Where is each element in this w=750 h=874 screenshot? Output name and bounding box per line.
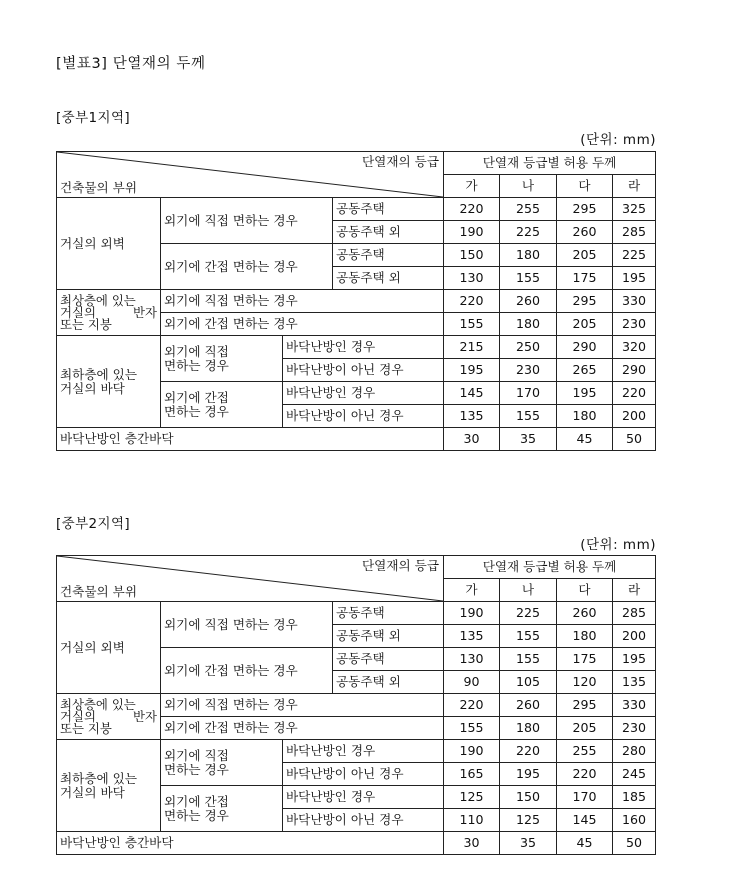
value-cell: 325 bbox=[613, 198, 656, 221]
value-cell: 30 bbox=[444, 428, 500, 451]
grade-header: 다 bbox=[557, 579, 613, 602]
roof-label-line2a: 거실의 bbox=[60, 709, 96, 724]
value-cell: 220 bbox=[444, 290, 500, 313]
indirect-label: 외기에 간접 면하는 경우 bbox=[161, 648, 333, 694]
table-row bbox=[57, 428, 656, 451]
table-row bbox=[57, 198, 656, 221]
value-cell: 155 bbox=[500, 405, 557, 428]
heated-label: 바닥난방인 경우 bbox=[283, 786, 444, 809]
value-cell: 180 bbox=[557, 405, 613, 428]
value-cell: 205 bbox=[557, 717, 613, 740]
value-cell: 155 bbox=[500, 625, 557, 648]
value-cell: 225 bbox=[500, 221, 557, 244]
value-cell: 220 bbox=[500, 740, 557, 763]
apt-label: 공동주택 bbox=[333, 198, 444, 221]
value-cell: 260 bbox=[557, 221, 613, 244]
value-cell: 290 bbox=[557, 336, 613, 359]
value-cell: 90 bbox=[444, 671, 500, 694]
floor-direct-label bbox=[161, 336, 283, 382]
value-cell: 195 bbox=[557, 382, 613, 405]
indirect-label: 외기에 간접 면하는 경우 bbox=[161, 717, 444, 740]
thickness-table bbox=[56, 555, 656, 855]
interfloor-label: 바닥난방인 층간바닥 bbox=[57, 832, 444, 855]
indirect-label: 외기에 간접 면하는 경우 bbox=[161, 244, 333, 290]
floor-indirect-label bbox=[161, 382, 283, 428]
value-cell: 155 bbox=[444, 313, 500, 336]
value-cell: 125 bbox=[444, 786, 500, 809]
unit-label: (단위: mm) bbox=[580, 132, 656, 148]
heated-label: 바닥난방인 경우 bbox=[283, 382, 444, 405]
value-cell: 230 bbox=[613, 717, 656, 740]
value-cell: 175 bbox=[557, 267, 613, 290]
roof-label-line3: 또는 지붕 bbox=[60, 317, 112, 332]
allowed-thickness-header: 단열재 등급별 허용 두께 bbox=[444, 152, 656, 175]
grade-header: 가 bbox=[444, 175, 500, 198]
value-cell: 285 bbox=[613, 221, 656, 244]
apt-label: 공동주택 bbox=[333, 648, 444, 671]
value-cell: 125 bbox=[500, 809, 557, 832]
value-cell: 195 bbox=[613, 648, 656, 671]
value-cell: 130 bbox=[444, 267, 500, 290]
part-label: 건축물의 부위 bbox=[60, 584, 137, 599]
table-row bbox=[57, 290, 656, 313]
table-row bbox=[57, 602, 656, 625]
value-cell: 255 bbox=[557, 740, 613, 763]
value-cell: 195 bbox=[613, 267, 656, 290]
value-cell: 135 bbox=[613, 671, 656, 694]
table-row bbox=[57, 694, 656, 717]
non-apt-label: 공동주택 외 bbox=[333, 221, 444, 244]
region-label: [중부1지역] bbox=[56, 110, 131, 126]
table-row bbox=[57, 336, 656, 359]
value-cell: 180 bbox=[500, 313, 557, 336]
floor-direct-line1: 외기에 직접 bbox=[164, 747, 229, 763]
value-cell: 285 bbox=[613, 602, 656, 625]
grade-header: 나 bbox=[500, 175, 557, 198]
value-cell: 180 bbox=[500, 717, 557, 740]
table-row bbox=[57, 740, 656, 763]
non-apt-label: 공동주택 외 bbox=[333, 671, 444, 694]
value-cell: 180 bbox=[557, 625, 613, 648]
value-cell: 195 bbox=[500, 763, 557, 786]
value-cell: 165 bbox=[444, 763, 500, 786]
value-cell: 295 bbox=[557, 198, 613, 221]
value-cell: 175 bbox=[557, 648, 613, 671]
grade-label: 단열재의 등급 bbox=[362, 558, 439, 573]
grade-label: 단열재의 등급 bbox=[362, 154, 439, 169]
value-cell: 35 bbox=[500, 832, 557, 855]
diagonal-header-cell bbox=[57, 556, 444, 602]
roof-label-line2a: 거실의 bbox=[60, 305, 96, 320]
value-cell: 190 bbox=[444, 740, 500, 763]
value-cell: 260 bbox=[557, 602, 613, 625]
roof-label bbox=[57, 290, 161, 336]
non-apt-label: 공동주택 외 bbox=[333, 267, 444, 290]
value-cell: 290 bbox=[613, 359, 656, 382]
roof-label-line1: 최상층에 있는 bbox=[60, 293, 136, 308]
value-cell: 155 bbox=[444, 717, 500, 740]
direct-label: 외기에 직접 면하는 경우 bbox=[161, 198, 333, 244]
roof-label-line1: 최상층에 있는 bbox=[60, 697, 136, 712]
value-cell: 250 bbox=[500, 336, 557, 359]
grade-header: 가 bbox=[444, 579, 500, 602]
grade-header: 라 bbox=[613, 175, 656, 198]
floor-label-line2: 거실의 바닥 bbox=[60, 380, 125, 396]
value-cell: 330 bbox=[613, 290, 656, 313]
direct-label: 외기에 직접 면하는 경우 bbox=[161, 602, 333, 648]
roof-label-line2b: 반자 bbox=[133, 709, 157, 724]
grade-header: 다 bbox=[557, 175, 613, 198]
value-cell: 215 bbox=[444, 336, 500, 359]
floor-direct-line1: 외기에 직접 bbox=[164, 343, 229, 359]
value-cell: 155 bbox=[500, 648, 557, 671]
floor-indirect-label bbox=[161, 786, 283, 832]
value-cell: 205 bbox=[557, 244, 613, 267]
floor-indirect-line2: 면하는 경우 bbox=[164, 807, 229, 823]
value-cell: 190 bbox=[444, 221, 500, 244]
value-cell: 50 bbox=[613, 832, 656, 855]
value-cell: 245 bbox=[613, 763, 656, 786]
non-heated-label: 바닥난방이 아닌 경우 bbox=[283, 405, 444, 428]
value-cell: 225 bbox=[613, 244, 656, 267]
value-cell: 130 bbox=[444, 648, 500, 671]
apt-label: 공동주택 bbox=[333, 244, 444, 267]
apt-label: 공동주택 bbox=[333, 602, 444, 625]
wall-label: 거실의 외벽 bbox=[57, 602, 161, 694]
grade-header: 나 bbox=[500, 579, 557, 602]
value-cell: 200 bbox=[613, 625, 656, 648]
unit-label: (단위: mm) bbox=[580, 537, 656, 553]
value-cell: 150 bbox=[500, 786, 557, 809]
floor-label-line2: 거실의 바닥 bbox=[60, 784, 125, 800]
value-cell: 35 bbox=[500, 428, 557, 451]
non-heated-label: 바닥난방이 아닌 경우 bbox=[283, 359, 444, 382]
interfloor-label: 바닥난방인 층간바닥 bbox=[57, 428, 444, 451]
value-cell: 260 bbox=[500, 290, 557, 313]
floor-label bbox=[57, 336, 161, 428]
value-cell: 155 bbox=[500, 267, 557, 290]
table-header-row bbox=[57, 152, 656, 175]
value-cell: 45 bbox=[557, 428, 613, 451]
value-cell: 330 bbox=[613, 694, 656, 717]
value-cell: 200 bbox=[613, 405, 656, 428]
floor-label-line1: 최하층에 있는 bbox=[60, 770, 137, 786]
thickness-table bbox=[56, 151, 656, 451]
indirect-label: 외기에 간접 면하는 경우 bbox=[161, 313, 444, 336]
value-cell: 135 bbox=[444, 405, 500, 428]
floor-indirect-line2: 면하는 경우 bbox=[164, 403, 229, 419]
value-cell: 170 bbox=[500, 382, 557, 405]
value-cell: 160 bbox=[613, 809, 656, 832]
direct-label: 외기에 직접 면하는 경우 bbox=[161, 290, 444, 313]
roof-label-line3: 또는 지붕 bbox=[60, 721, 112, 736]
roof-label bbox=[57, 694, 161, 740]
value-cell: 205 bbox=[557, 313, 613, 336]
value-cell: 145 bbox=[557, 809, 613, 832]
grade-header: 라 bbox=[613, 579, 656, 602]
diagonal-header-cell bbox=[57, 152, 444, 198]
floor-label-line1: 최하층에 있는 bbox=[60, 366, 137, 382]
value-cell: 195 bbox=[444, 359, 500, 382]
value-cell: 295 bbox=[557, 290, 613, 313]
value-cell: 185 bbox=[613, 786, 656, 809]
value-cell: 120 bbox=[557, 671, 613, 694]
value-cell: 220 bbox=[557, 763, 613, 786]
floor-direct-label bbox=[161, 740, 283, 786]
value-cell: 135 bbox=[444, 625, 500, 648]
heated-label: 바닥난방인 경우 bbox=[283, 740, 444, 763]
region-label: [중부2지역] bbox=[56, 516, 131, 532]
roof-label-line2b: 반자 bbox=[133, 305, 157, 320]
value-cell: 230 bbox=[613, 313, 656, 336]
value-cell: 320 bbox=[613, 336, 656, 359]
table-row bbox=[57, 832, 656, 855]
value-cell: 220 bbox=[444, 198, 500, 221]
allowed-thickness-header: 단열재 등급별 허용 두께 bbox=[444, 556, 656, 579]
value-cell: 110 bbox=[444, 809, 500, 832]
value-cell: 280 bbox=[613, 740, 656, 763]
value-cell: 265 bbox=[557, 359, 613, 382]
value-cell: 105 bbox=[500, 671, 557, 694]
floor-direct-line2: 면하는 경우 bbox=[164, 761, 229, 777]
page-title: [별표3] 단열재의 두께 bbox=[56, 56, 206, 72]
value-cell: 295 bbox=[557, 694, 613, 717]
direct-label: 외기에 직접 면하는 경우 bbox=[161, 694, 444, 717]
value-cell: 220 bbox=[613, 382, 656, 405]
value-cell: 145 bbox=[444, 382, 500, 405]
value-cell: 225 bbox=[500, 602, 557, 625]
part-label: 건축물의 부위 bbox=[60, 180, 137, 195]
value-cell: 190 bbox=[444, 602, 500, 625]
value-cell: 255 bbox=[500, 198, 557, 221]
floor-label bbox=[57, 740, 161, 832]
value-cell: 220 bbox=[444, 694, 500, 717]
value-cell: 150 bbox=[444, 244, 500, 267]
non-apt-label: 공동주택 외 bbox=[333, 625, 444, 648]
wall-label: 거실의 외벽 bbox=[57, 198, 161, 290]
value-cell: 50 bbox=[613, 428, 656, 451]
floor-indirect-line1: 외기에 간접 bbox=[164, 389, 229, 405]
floor-direct-line2: 면하는 경우 bbox=[164, 357, 229, 373]
value-cell: 180 bbox=[500, 244, 557, 267]
non-heated-label: 바닥난방이 아닌 경우 bbox=[283, 809, 444, 832]
value-cell: 45 bbox=[557, 832, 613, 855]
value-cell: 230 bbox=[500, 359, 557, 382]
value-cell: 170 bbox=[557, 786, 613, 809]
floor-indirect-line1: 외기에 간접 bbox=[164, 793, 229, 809]
table-header-row bbox=[57, 556, 656, 579]
value-cell: 30 bbox=[444, 832, 500, 855]
heated-label: 바닥난방인 경우 bbox=[283, 336, 444, 359]
non-heated-label: 바닥난방이 아닌 경우 bbox=[283, 763, 444, 786]
value-cell: 260 bbox=[500, 694, 557, 717]
